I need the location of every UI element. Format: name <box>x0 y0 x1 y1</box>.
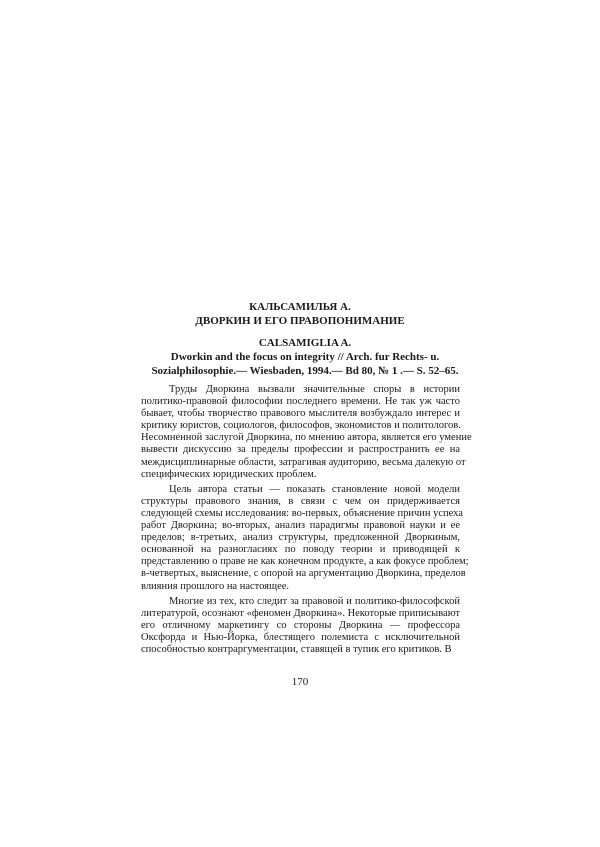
body-line: политико-правовой философии последнего времени. Не так уж часто <box>141 396 460 408</box>
source-author: CALSAMIGLIA A. <box>258 337 352 349</box>
body-line: влияния прошлого на настоящее. <box>141 580 290 592</box>
article-title: ДВОРКИН И ЕГО ПРАВОПОНИМАНИЕ <box>195 315 405 327</box>
body-line: пределов; в-третьих, анализ структуры, предложенной Дворкиным, <box>141 532 460 544</box>
body-line: междисциплинарные области, затрагивая аудиторию, весьма далекую от <box>141 456 466 468</box>
body-line: Многие из тех, кто следит за правовой и политико-философской <box>169 595 460 607</box>
page-number: 170 <box>291 676 309 688</box>
body-paragraph <box>141 596 460 656</box>
source-citation-line-1: Dworkin and the focus on integrity // Arch. fur Rechts- u. <box>170 351 440 363</box>
body-line: способностью контраргументации, ставящей в тупик его критиков. В <box>141 643 452 655</box>
source-citation-line-2: Sozialphilosophie.— Wiesbaden, 1994.— Bd 80, № 1 .— S. 52–65. <box>151 365 459 377</box>
body-line: его отличному маркетингу со стороны Дворкина — профессора <box>141 619 460 631</box>
article-body <box>141 384 472 659</box>
body-line: следующей схемы исследования: во-первых, объяснение причин успеха <box>141 507 463 519</box>
source-reference <box>150 336 460 378</box>
body-line: в-четвертых, выяснение, с опорой на аргументацию Дворкина, пределов <box>141 568 466 580</box>
body-line: структуры правового знания, в связи с чем он придерживается <box>141 495 460 507</box>
article-heading <box>140 300 460 328</box>
body-paragraph <box>141 483 469 593</box>
body-line: Несомненной заслугой Дворкина, по мнению автора, является его умение <box>141 432 472 444</box>
body-line: Оксфорда и Нью-Йорка, блестящего полемиста с исключительной <box>141 631 460 643</box>
body-line: бывает, чтобы творчество правового мыслителя возбуждало интерес и <box>141 408 460 420</box>
body-line: критику юристов, социологов, философов, экономистов и политологов. <box>141 420 461 432</box>
body-paragraph <box>141 384 472 481</box>
body-line: литературой, осознают «феномен Дворкина». Некоторые приписывают <box>141 607 460 619</box>
body-line: вывести дискуссию за пределы профессии и распространить ее на <box>141 444 460 456</box>
body-line: основанной на разногласиях по поводу теории и приводящей к <box>141 544 460 556</box>
body-line: Труды Дворкина вызвали значительные споры в истории <box>169 384 460 395</box>
body-line: представлению о праве не как конечном продукте, а как фокусе проблем; <box>141 556 469 568</box>
body-line: специфических юридических проблем. <box>141 468 317 480</box>
body-line: работ Дворкина; во-вторых, анализ парадигмы правовой науки и ее <box>141 520 460 532</box>
body-line: Цель автора статьи — показать становление новой модели <box>169 483 460 495</box>
article-author: КАЛЬСАМИЛЬЯ А. <box>249 301 351 313</box>
